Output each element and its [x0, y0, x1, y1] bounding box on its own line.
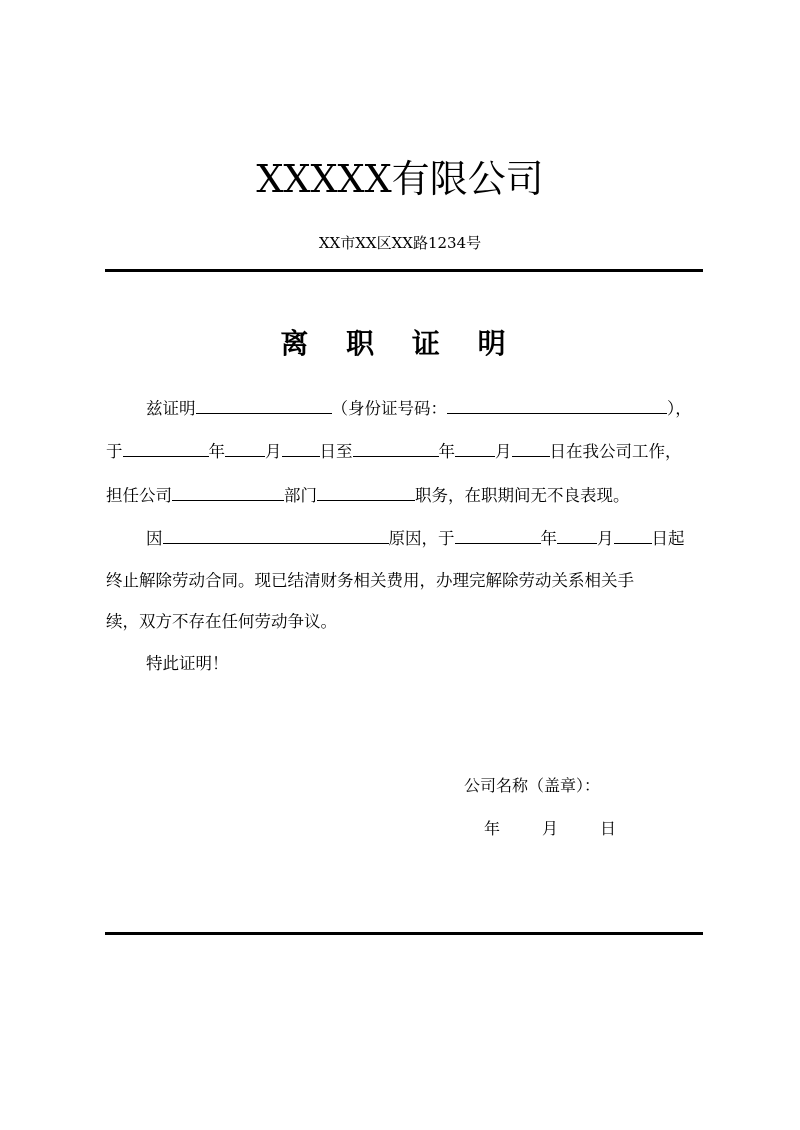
termination-line-1	[146, 527, 746, 551]
month-label-2: 月	[495, 442, 512, 461]
company-name: XXXXX有限公司	[256, 157, 544, 201]
end-year-blank[interactable]	[353, 441, 439, 457]
department-blank[interactable]	[172, 485, 284, 501]
termination-month-blank[interactable]	[557, 528, 597, 544]
document-title: 离 职 证 明	[280, 327, 520, 360]
termination-line-2: 终止解除劳动合同。现已结清财务相关费用，办理完解除劳动关系相关手	[106, 571, 634, 590]
year-label: 年	[208, 442, 225, 461]
start-day-blank[interactable]	[282, 441, 320, 457]
certify-text: 兹证明	[146, 399, 196, 418]
id-label: （身份证号码：	[331, 399, 447, 418]
company-seal-label: 公司名称（盖章）：	[464, 776, 601, 795]
reason-prefix: 因	[146, 529, 163, 548]
signature-day: 日	[600, 819, 617, 838]
year-label-2: 年	[438, 442, 455, 461]
month-label: 月	[265, 442, 282, 461]
termination-day-label: 日起	[651, 529, 685, 548]
termination-day-blank[interactable]	[614, 528, 652, 544]
work-text: 日在我公司工作，	[549, 442, 682, 461]
termination-year-label: 年	[540, 529, 557, 548]
job-title-blank[interactable]	[317, 485, 415, 501]
termination-month-label: 月	[597, 529, 614, 548]
closing-statement: 特此证明！	[146, 654, 229, 673]
certify-line-3	[106, 484, 706, 508]
id-number-blank[interactable]	[447, 398, 667, 414]
to-label: 日至	[319, 442, 353, 461]
certify-line-1	[146, 397, 746, 421]
signature-date	[484, 817, 616, 841]
position-label: 担任公司	[106, 486, 172, 505]
reason-blank[interactable]	[163, 528, 389, 544]
termination-year-blank[interactable]	[455, 528, 541, 544]
header-divider	[105, 269, 703, 272]
reason-label: 原因，于	[388, 529, 455, 548]
signature-month: 月	[542, 819, 559, 838]
id-close: ），	[667, 399, 692, 418]
conduct-text: 职务，在职期间无不良表现。	[415, 486, 630, 505]
end-month-blank[interactable]	[455, 441, 495, 457]
termination-line-3: 续，双方不存在任何劳动争议。	[106, 612, 337, 631]
from-label: 于	[106, 442, 123, 461]
start-month-blank[interactable]	[225, 441, 265, 457]
signature-year: 年	[484, 819, 501, 838]
company-address: XX市XX区XX路1234号	[318, 234, 482, 252]
footer-divider	[105, 932, 703, 935]
start-year-blank[interactable]	[123, 441, 209, 457]
name-blank[interactable]	[196, 398, 332, 414]
certify-line-2	[106, 440, 706, 464]
department-label: 部门	[284, 486, 317, 505]
end-day-blank[interactable]	[512, 441, 550, 457]
